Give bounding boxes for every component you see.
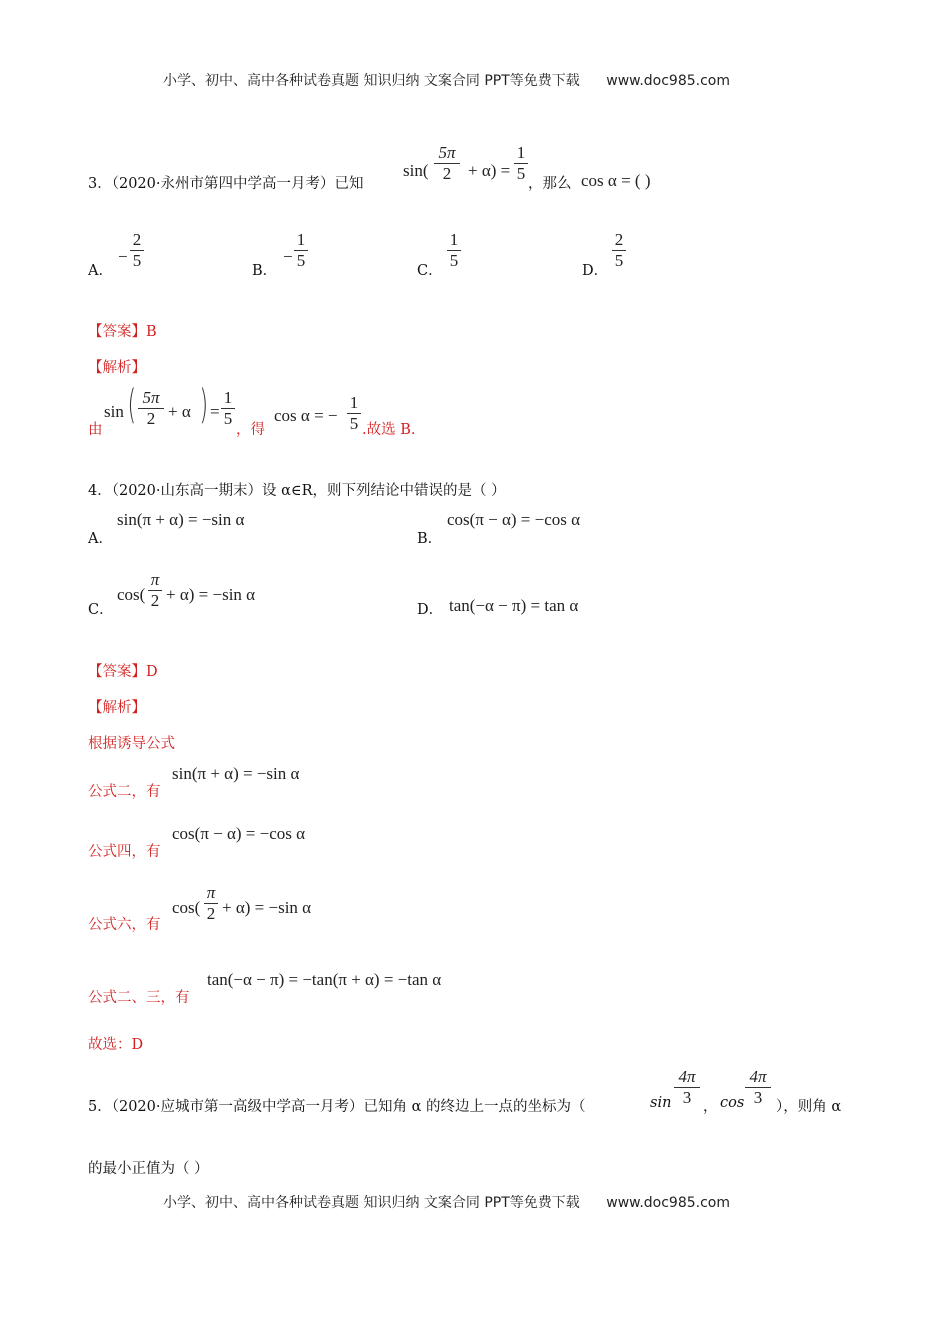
q4-stem: 4．（2020·山东高一期末）设 α∈R，则下列结论中错误的是（ ） xyxy=(88,483,506,499)
q3-opt-den: 5 xyxy=(132,251,142,270)
q5-sin: sin xyxy=(650,1095,672,1111)
q4-formula4-expr: cos(π − α) = −cos α xyxy=(172,824,306,843)
q5-comma: ， xyxy=(703,1099,718,1115)
q4-option-d-expr: tan(−α − π) = tan α xyxy=(449,596,579,615)
q3-solution-cos: cos α = − xyxy=(274,406,338,425)
q3-frac-1-5 xyxy=(514,143,528,184)
q4-frac-den: 2 xyxy=(206,904,216,923)
q5-stem-suffix: ），则角 α xyxy=(776,1099,842,1115)
q4-formula4-label: 公式四，有 xyxy=(88,844,161,860)
q3-stem-mid: ，那么 xyxy=(528,176,572,192)
q3-solution-de: ，得 xyxy=(236,422,265,438)
q3-solution-lparen: ( xyxy=(127,382,137,428)
q3-sol-den: 5 xyxy=(349,414,359,433)
q3-opt-num: 1 xyxy=(447,230,461,251)
q3-option-b-frac xyxy=(294,230,308,271)
q3-solution-plus: + α xyxy=(168,402,191,421)
q3-opt-den: 5 xyxy=(449,251,459,270)
q3-solution-frac-5pi-2 xyxy=(138,388,164,429)
q4-formula6-close: + α) = −sin α xyxy=(222,898,312,917)
q3-analysis-title: 【解析】 xyxy=(88,360,146,376)
q3-solution-end: .故选 B. xyxy=(362,422,416,438)
q4-option-a-expr: sin(π + α) = −sin α xyxy=(117,510,245,529)
q3-solution-frac-1-5 xyxy=(221,388,235,429)
q3-opt-num: 2 xyxy=(612,230,626,251)
q4-option-c-label: C． xyxy=(88,602,114,618)
q3-option-a-minus: − xyxy=(118,247,128,266)
footer-text: 小学、初中、高中各种试卷真题 知识归纳 文案合同 PPT等免费下载 xyxy=(163,1195,580,1211)
q3-frac-num: 5π xyxy=(434,143,460,164)
header-text: 小学、初中、高中各种试卷真题 知识归纳 文案合同 PPT等免费下载 xyxy=(163,73,580,89)
q4-formula2-label: 公式二，有 xyxy=(88,784,161,800)
q3-opt-num: 1 xyxy=(294,230,308,251)
q4-formula23-label: 公式二、三，有 xyxy=(88,990,190,1006)
q3-sol-den: 2 xyxy=(146,409,156,428)
q4-conclusion: 故选：D xyxy=(88,1037,144,1053)
q3-option-b-minus: − xyxy=(283,247,293,266)
q5-cos: cos xyxy=(720,1095,745,1111)
q4-formula23-expr: tan(−α − π) = −tan(π + α) = −tan α xyxy=(207,970,442,989)
q4-option-a-label: A． xyxy=(88,531,113,547)
q3-sol-num: 5π xyxy=(138,388,164,409)
q3-frac-num: 1 xyxy=(514,143,528,164)
footer-site: www.doc985.com xyxy=(606,1195,730,1211)
q4-option-b-label: B． xyxy=(417,531,443,547)
q4-answer: 【答案】D xyxy=(88,664,158,680)
q3-solution-frac-1-5b xyxy=(347,393,361,434)
q3-answer: 【答案】B xyxy=(88,324,157,340)
q4-option-d-label: D． xyxy=(417,602,444,618)
q5-frac-4pi-3-b xyxy=(745,1067,771,1108)
q4-frac-num: π xyxy=(148,570,162,591)
q4-option-b-expr: cos(π − α) = −cos α xyxy=(447,510,581,529)
q5-frac-num: 4π xyxy=(745,1067,771,1088)
q5-stem-line2: 的最小正值为（ ） xyxy=(88,1161,209,1177)
q3-expr-cos: cos α = ( ) xyxy=(581,171,651,190)
q5-stem-prefix: 5．（2020·应城市第一高级中学高一月考）已知角 α 的终边上一点的坐标为（ xyxy=(88,1099,586,1115)
page-header xyxy=(163,70,730,90)
q4-formula2-expr: sin(π + α) = −sin α xyxy=(172,764,300,783)
q4-frac-num: π xyxy=(204,883,218,904)
q3-option-a-frac xyxy=(130,230,144,271)
q4-formula6-frac xyxy=(204,883,218,924)
q4-analysis-title: 【解析】 xyxy=(88,700,146,716)
header-site: www.doc985.com xyxy=(606,73,730,89)
q3-frac-den: 5 xyxy=(516,164,526,183)
q3-frac-den: 2 xyxy=(442,164,452,183)
q3-option-c-label: C． xyxy=(417,263,443,279)
q4-formula6-open: cos( xyxy=(172,898,201,917)
q3-frac-5pi-2 xyxy=(434,143,460,184)
q3-sol-den: 5 xyxy=(223,409,233,428)
q3-option-b-label: B． xyxy=(252,263,278,279)
q4-formula6-label: 公式六，有 xyxy=(88,917,161,933)
q4-option-c-open: cos( xyxy=(117,585,146,604)
q3-opt-den: 5 xyxy=(296,251,306,270)
q4-option-c-close: + α) = −sin α xyxy=(166,585,256,604)
q3-sol-num: 1 xyxy=(221,388,235,409)
q3-option-c-frac xyxy=(447,230,461,271)
q5-frac-4pi-3-a xyxy=(674,1067,700,1108)
q3-option-d-label: D． xyxy=(582,263,609,279)
q3-opt-den: 5 xyxy=(614,251,624,270)
q4-frac-den: 2 xyxy=(150,591,160,610)
q3-solution-rparen: ) xyxy=(199,382,209,428)
q3-expr-sin-open: sin( xyxy=(403,161,429,180)
q3-option-a-label: A． xyxy=(88,263,113,279)
q3-solution-sin: sin xyxy=(104,402,124,421)
q5-frac-num: 4π xyxy=(674,1067,700,1088)
q4-option-c-frac xyxy=(148,570,162,611)
q3-sol-num: 1 xyxy=(347,393,361,414)
q3-expr-sin-close: + α) = xyxy=(468,161,511,180)
q4-basis: 根据诱导公式 xyxy=(88,736,175,752)
q5-frac-den: 3 xyxy=(682,1088,692,1107)
q3-solution-eq: = xyxy=(210,402,220,421)
q3-solution-you: 由 xyxy=(88,422,103,438)
q3-stem-prefix: 3．（2020·永州市第四中学高一月考）已知 xyxy=(88,176,364,192)
q3-opt-num: 2 xyxy=(130,230,144,251)
q3-option-d-frac xyxy=(612,230,626,271)
q5-frac-den: 3 xyxy=(753,1088,763,1107)
page-footer xyxy=(163,1192,730,1212)
